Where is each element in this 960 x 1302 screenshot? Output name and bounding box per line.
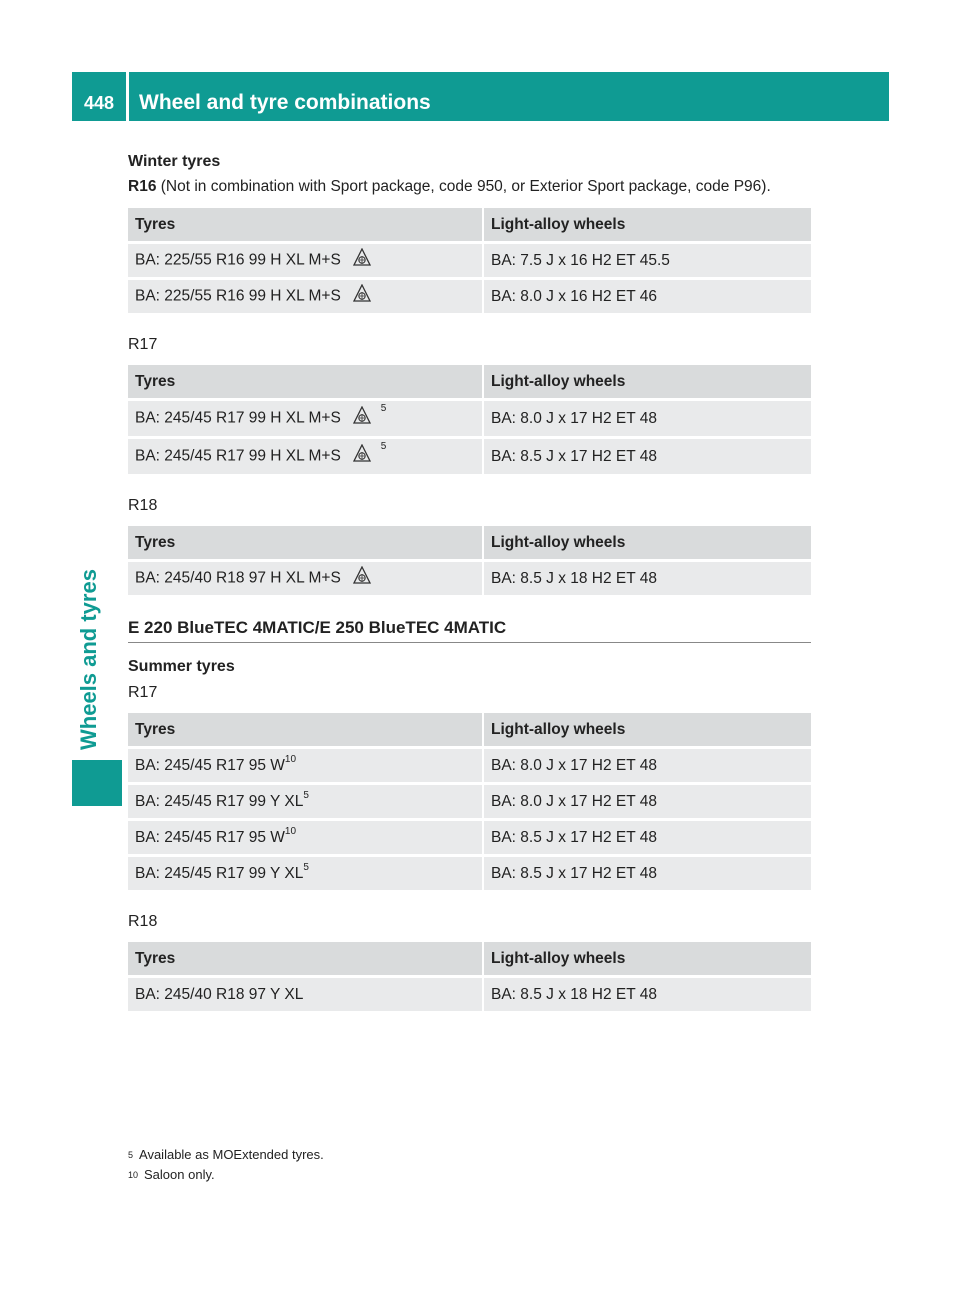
col-wheels: Light-alloy wheels bbox=[483, 208, 811, 243]
main-content bbox=[128, 150, 811, 1011]
snow-tyre-icon bbox=[353, 284, 371, 309]
summer-r18-label: R18 bbox=[128, 913, 158, 930]
winter-heading: Winter tyres bbox=[128, 153, 221, 170]
footnotes bbox=[128, 1145, 324, 1185]
col-tyres: Tyres bbox=[128, 526, 483, 561]
r16-note: R16 (Not in combination with Sport package, code 950, or Exterior Sport package, code P96). bbox=[128, 178, 771, 195]
table-row: BA: 225/55 R16 99 H XL M+S BA: 7.5 J x 16 H2 ET 45.5 bbox=[128, 243, 811, 279]
winter-r17-table bbox=[128, 365, 811, 474]
summer-r17-table bbox=[128, 713, 811, 890]
winter-r18-table bbox=[128, 526, 811, 595]
side-section-label: Wheels and tyres bbox=[76, 569, 101, 750]
header-divider bbox=[126, 72, 129, 121]
side-tab-marker bbox=[72, 760, 122, 806]
col-tyres: Tyres bbox=[128, 713, 483, 748]
table-row: BA: 245/40 R18 97 Y XL BA: 8.5 J x 18 H2 ET 48 bbox=[128, 977, 811, 1012]
summer-r17-label: R17 bbox=[128, 684, 158, 701]
table-row: BA: 225/55 R16 99 H XL M+S BA: 8.0 J x 16 H2 ET 46 bbox=[128, 279, 811, 314]
col-wheels: Light-alloy wheels bbox=[483, 713, 811, 748]
table-row: BA: 245/45 R17 95 $W^{10}$ BA: 8.0 J x 17 H2 ET 48 bbox=[128, 748, 811, 784]
table-row: BA: 245/45 R17 99 H XL $M+S^5$ BA: 8.5 J x 17 H2 ET 48 bbox=[128, 438, 811, 475]
col-tyres: Tyres bbox=[128, 942, 483, 977]
page-number: 448 bbox=[83, 93, 115, 113]
snow-tyre-icon bbox=[353, 248, 371, 273]
col-wheels: Light-alloy wheels bbox=[483, 942, 811, 977]
table-row: BA: 245/45 R17 99 Y $XL^5$ BA: 8.5 J x 17 H2 ET 48 bbox=[128, 856, 811, 891]
col-tyres: Tyres bbox=[128, 365, 483, 400]
table-row: BA: 245/40 R18 97 H XL M+S BA: 8.5 J x 18 H2 ET 48 bbox=[128, 561, 811, 596]
footnote: $^{10}$ Saloon only. bbox=[128, 1167, 215, 1182]
table-row: BA: 245/45 R17 99 Y $XL^5$ BA: 8.0 J x 17 H2 ET 48 bbox=[128, 784, 811, 820]
summer-r18-table bbox=[128, 942, 811, 1011]
snow-tyre-icon bbox=[353, 406, 371, 431]
page-title: Wheel and tyre combinations bbox=[139, 91, 431, 114]
winter-r17-label: R17 bbox=[128, 336, 158, 353]
col-wheels: Light-alloy wheels bbox=[483, 365, 811, 400]
footnote: $^5$ Available as MOExtended tyres. bbox=[128, 1147, 324, 1162]
section-title: E 220 BlueTEC 4MATIC/E 250 BlueTEC 4MATIC bbox=[128, 615, 811, 643]
winter-r16-table bbox=[128, 208, 811, 313]
snow-tyre-icon bbox=[353, 566, 371, 591]
summer-heading: Summer tyres bbox=[128, 658, 235, 675]
col-tyres: Tyres bbox=[128, 208, 483, 243]
table-row: BA: 245/45 R17 99 H XL $M+S^5$ BA: 8.0 J x 17 H2 ET 48 bbox=[128, 400, 811, 438]
snow-tyre-icon bbox=[353, 444, 371, 469]
table-row: BA: 245/45 R17 95 $W^{10}$ BA: 8.5 J x 17 H2 ET 48 bbox=[128, 820, 811, 856]
winter-r18-label: R18 bbox=[128, 497, 158, 514]
page-header bbox=[72, 72, 889, 121]
col-wheels: Light-alloy wheels bbox=[483, 526, 811, 561]
